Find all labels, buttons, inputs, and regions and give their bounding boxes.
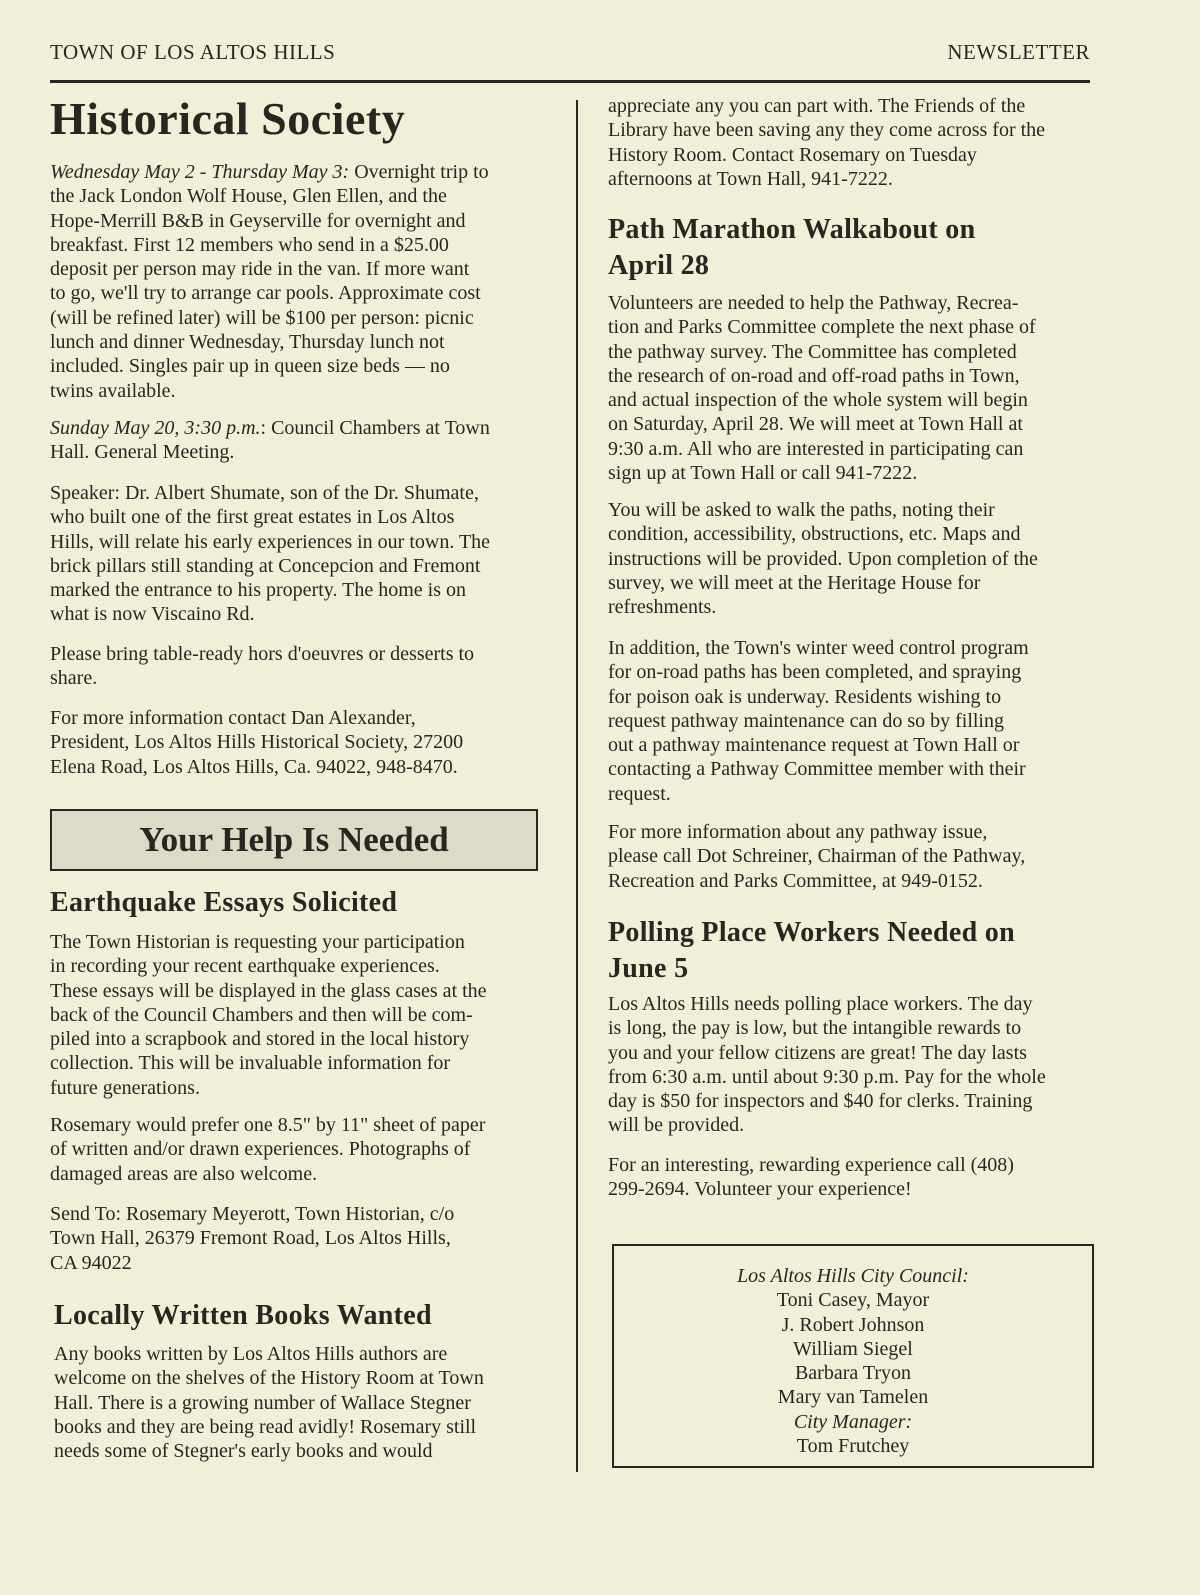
council-member: Mary van Tamelen: [777, 1386, 929, 1409]
historical-paragraph-bring: Please bring table-ready hors d'oeuvres or desserts to share.: [50, 643, 475, 690]
historical-paragraph-trip: [50, 160, 550, 403]
council-member: Toni Casey, Mayor: [776, 1289, 930, 1312]
help-needed-banner: Your Help Is Needed: [50, 809, 538, 871]
historical-paragraph-speaker: Speaker: Dr. Albert Shumate, son of the Dr. Shumate, who built one of the first great estates in Los Altos Hills, will relate his early experiences in our town. The brick pillars still standing at Concepcion and Fremont marked the entrance to his property. The home is on what is now Viscaino Rd.: [50, 482, 491, 626]
path-paragraph-1: Volunteers are needed to help the Pathway, Recrea- tion and Parks Committee complete the next phase of the pathway survey. The Committee has completed the research of on-road and off-road paths in Town, and actual inspection of the whole system will begin on Saturday, April 28. We will meet at Town Hall at 9:30 a.m. All who are interested in participating can sign up at Town Hall or call 941-7222.: [608, 292, 1036, 485]
earthquake-heading: Earthquake Essays Solicited: [50, 887, 398, 918]
path-heading: Path Marathon Walkabout on April 28: [608, 214, 976, 281]
council-member: Barbara Tryon: [794, 1362, 912, 1385]
trip-text: Overnight trip to the Jack London Wolf House, Glen Ellen, and the Hope-Merrill B&B in Geyserville for overnight and breakfast. First 12 members who send in a $25.00 deposit per person may ride in the van. If more want to go, we'll try to arrange car pools. Approximate cost (will be refined later) will be $100 per person: picnic lunch and dinner Wednesday, Thursday lunch not included. Singles pair up in queen size beds — no twins available.: [50, 161, 489, 402]
path-paragraph-4: For more information about any pathway issue, please call Dot Schreiner, Chairman of the Pathway, Recreation and Parks Committee, at 949-0152.: [608, 821, 1026, 892]
path-paragraph-3: In addition, the Town's winter weed control program for on-road paths has been completed, and spraying for poison oak is underway. Residents wishing to request pathway maintenance can do so by filling out a pathway maintenance request at Town Hall or contacting a Pathway Committee member with their request.: [608, 637, 1029, 805]
council-member: William Siegel: [793, 1337, 913, 1360]
historical-society-title: Historical Society: [50, 93, 406, 144]
meeting-text: : Council Chambers at Town Hall. General Meeting.: [50, 417, 490, 464]
books-heading: Locally Written Books Wanted: [54, 1300, 432, 1331]
trip-dates: Wednesday May 2 - Thursday May 3:: [50, 161, 350, 183]
polling-paragraph-2: For an interesting, rewarding experience call (408) 299-2694. Volunteer your experience!: [608, 1154, 1014, 1201]
earthquake-paragraph-2: Rosemary would prefer one 8.5" by 11" sheet of paper of written and/or drawn experiences. Photographs of damaged areas are also welcome.: [50, 1114, 486, 1185]
manager-heading: City Manager:: [793, 1410, 913, 1433]
newsletter-label: NEWSLETTER: [947, 40, 1090, 64]
city-manager: Tom Frutchey: [796, 1435, 910, 1458]
publisher-header: TOWN OF LOS ALTOS HILLS: [50, 40, 336, 64]
earthquake-paragraph-3: Send To: Rosemary Meyerott, Town Historian, c/o Town Hall, 26379 Fremont Road, Los Altos Hills, CA 94022: [50, 1203, 455, 1274]
path-paragraph-2: You will be asked to walk the paths, noting their condition, accessibility, obstructions, etc. Maps and instructions will be provided. Upon completion of the survey, we will meet at the Heritage House for refreshments.: [608, 499, 1038, 619]
meeting-date: Sunday May 20, 3:30 p.m.: [50, 417, 261, 439]
polling-paragraph-1: Los Altos Hills needs polling place workers. The day is long, the pay is low, but the intangible rewards to you and your fellow citizens are great! The day lasts from 6:30 a.m. until about 9:30 p.m. Pay for the whole day is $50 for inspectors and $40 for clerks. Training will be provided.: [608, 993, 1046, 1137]
historical-paragraph-contact: For more information contact Dan Alexander, President, Los Altos Hills Historical Society, 27200 Elena Road, Los Altos Hills, Ca. 94022, 948-8470.: [50, 707, 464, 778]
city-council-box: [612, 1244, 1094, 1468]
council-member: J. Robert Johnson: [781, 1313, 925, 1336]
council-heading: Los Altos Hills City Council:: [737, 1265, 969, 1287]
earthquake-paragraph-1: The Town Historian is requesting your participation in recording your recent earthquake experiences. These essays will be displayed in the glass cases at the back of the Council Chambers and then will be com- piled into a scrapbook and stored in the local history collection. This will be invaluable information for future generations.: [50, 931, 487, 1099]
historical-paragraph-meeting: [50, 416, 550, 465]
polling-heading: Polling Place Workers Needed on June 5: [608, 917, 1015, 984]
books-paragraph-continued: appreciate any you can part with. The Friends of the Library have been saving any they come across for the History Room. Contact Rosemary on Tuesday afternoons at Town Hall, 941-7222.: [608, 95, 1046, 190]
header-divider: [50, 80, 1090, 83]
books-paragraph: Any books written by Los Altos Hills authors are welcome on the shelves of the History Room at Town Hall. There is a growing number of Wallace Stegner books and they are being read avidly! Rosemary still needs some of Stegner's early books and would: [54, 1343, 484, 1463]
column-divider: [576, 100, 578, 1472]
